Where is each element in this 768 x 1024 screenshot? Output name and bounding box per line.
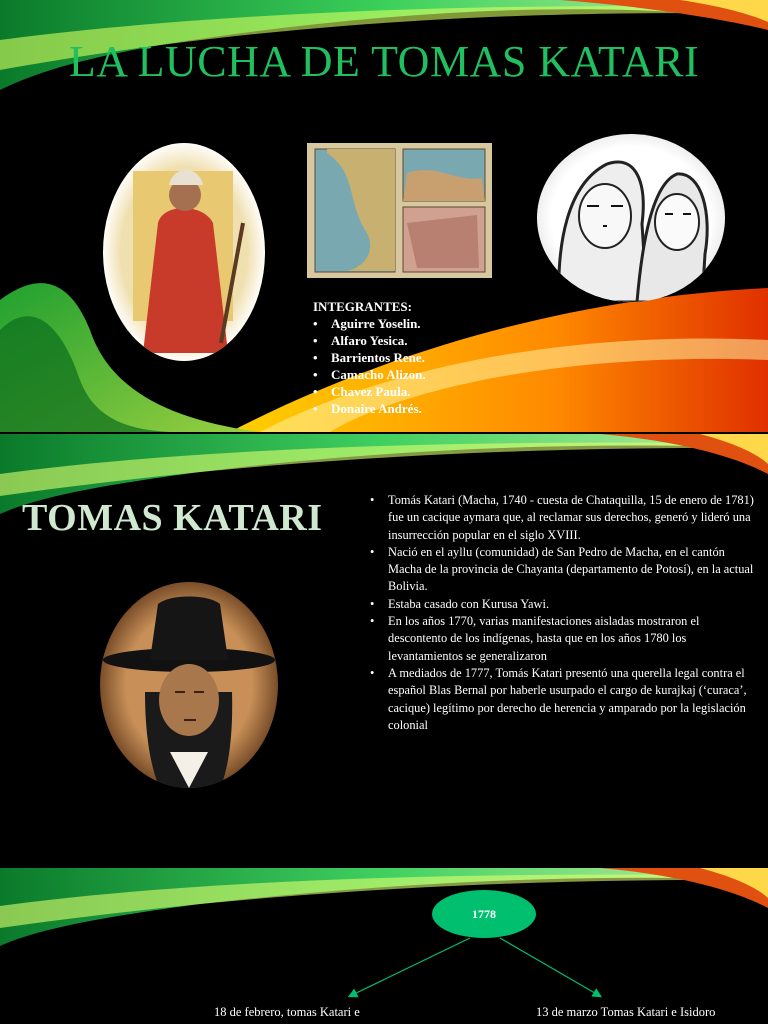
members-heading: INTEGRANTES: <box>313 299 412 314</box>
member-item: • Donaire Andrés. <box>313 400 426 417</box>
bio-bullet: • Tomás Katari (Macha, 1740 - cuesta de Chataquilla, 15 de enero de 1781) fue un cacique aymara que, al reclamar sus derechos, generó y lideró una insurrección popular en el siglo XVIII. <box>370 492 758 544</box>
slide-title-text: LA LUCHA DE TOMAS KATARI <box>68 37 700 86</box>
slide-biography <box>0 434 768 866</box>
member-item: • Alfaro Yesica. <box>313 332 426 349</box>
portrait-warrior-image <box>103 143 265 361</box>
member-item: • Barrientos Rene. <box>313 349 426 366</box>
slide-title-text: TOMAS KATARI <box>22 497 323 539</box>
historic-map-image <box>307 143 492 278</box>
biography-bullets <box>370 492 758 734</box>
bio-bullet: • En los años 1770, varias manifestaciones aisladas mostraron el descontento de los indígenas, hasta que en los años 1780 los levantamientos se generalizaron <box>370 613 758 665</box>
timeline-node-1778: 1778 <box>432 890 536 938</box>
sketch-portraits-image <box>537 134 725 302</box>
member-item: • Aguirre Yoselin. <box>313 315 426 332</box>
bio-bullet: • A mediados de 1777, Tomás Katari presentó una querella legal contra el español Blas Bernal por haberle usurpado el cargo de kurajkaj (‘curaca’, cacique) legítimo por derecho de herencia y amparado por la legislación colonial <box>370 665 758 734</box>
timeline-arrows <box>0 868 768 1024</box>
slide-timeline <box>0 868 768 1024</box>
member-item: • Camacho Alizon. <box>313 366 426 383</box>
member-item: • Chavez Paula. <box>313 383 426 400</box>
timeline-left-label: 18 de febrero, tomas Katari e <box>214 1005 360 1019</box>
slide-title <box>0 0 768 432</box>
portrait-tomas-katari-image <box>100 582 278 788</box>
bio-bullet: • Estaba casado con Kurusa Yawi. <box>370 596 758 613</box>
bio-bullet: • Nació en el ayllu (comunidad) de San Pedro de Macha, en el cantón Macha de la provincia de Chayanta (departamento de Potosí), en la actual Bolivia. <box>370 544 758 596</box>
members-list <box>313 298 426 417</box>
timeline-right-label: 13 de marzo Tomas Katari e Isidoro <box>536 1005 716 1019</box>
